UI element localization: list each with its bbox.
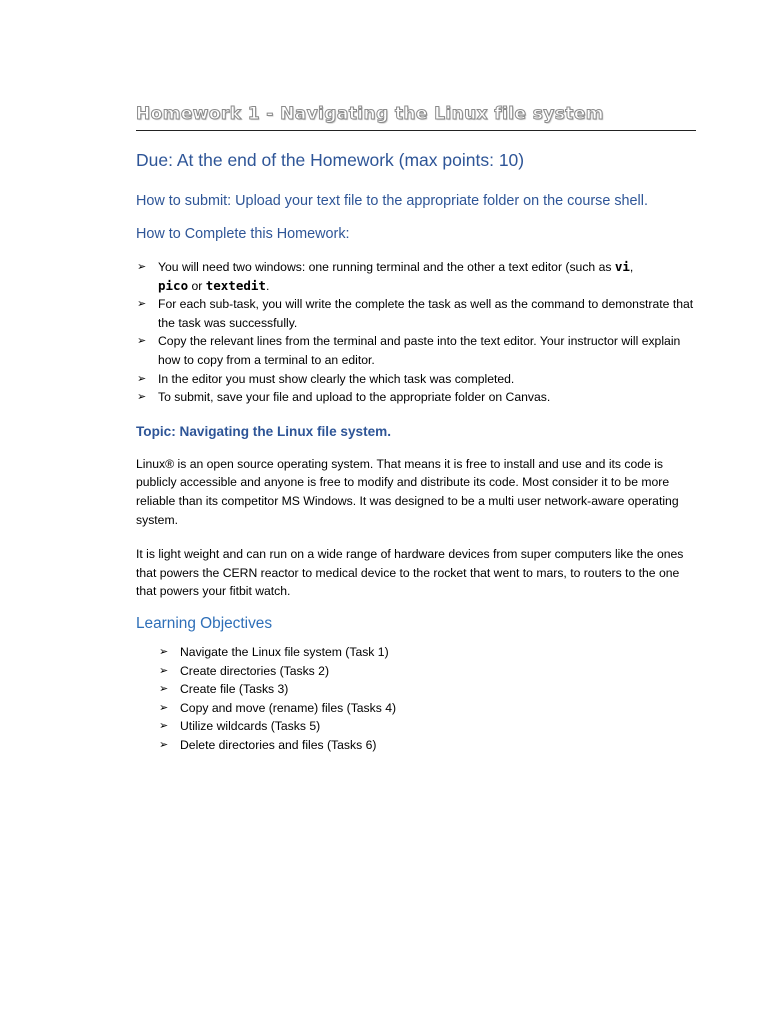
arrowhead-bullet-icon: ➢ [137, 261, 147, 273]
submit-heading: How to submit: Upload your text file to the appropriate folder on the course shell. [136, 193, 648, 209]
objective-text: Copy and move (rename) files (Tasks 4) [180, 700, 397, 715]
topic-heading: Topic: Navigating the Linux file system. [136, 423, 392, 439]
objective-text: Delete directories and files (Tasks 6) [180, 737, 377, 752]
complete-heading: How to Complete this Homework: [136, 226, 350, 242]
instructions-list [136, 258, 696, 407]
objective-text: Create directories (Tasks 2) [180, 663, 330, 678]
arrowhead-bullet-icon: ➢ [137, 298, 147, 311]
document-content [136, 100, 696, 754]
objective-text: Utilize wildcards (Tasks 5) [180, 719, 321, 734]
instruction-text: You will need two windows: one running terminal and the other a text editor (such as [158, 260, 615, 274]
objective-item [158, 680, 696, 699]
document-title: Homework 1 - Navigating the Linux file system [136, 100, 696, 131]
instruction-text: In the editor you must show clearly the which task was completed. [158, 371, 515, 386]
instruction-item [136, 370, 696, 389]
objective-item [158, 662, 696, 681]
instruction-text: To submit, save your file and upload to the appropriate folder on Canvas. [158, 390, 551, 405]
instruction-text: . [265, 278, 270, 293]
objective-item [158, 643, 696, 662]
instruction-item [136, 332, 696, 369]
arrowhead-bullet-icon: ➢ [159, 701, 169, 714]
objective-text: Navigate the Linux file system (Task 1) [180, 644, 389, 659]
hardware-paragraph: It is light weight and can run on a wide range of hardware devices from super computers like the ones that powers the CERN reactor to medical device to the rocket that went to mars, to routers to the one that powers your fitbit watch. [136, 547, 684, 599]
objective-text: Create file (Tasks 3) [180, 682, 289, 697]
objectives-list [136, 643, 696, 755]
objectives-heading: Learning Objectives [136, 614, 273, 632]
objective-item [158, 699, 696, 718]
instruction-text: or [188, 278, 206, 293]
instruction-text: Copy the relevant lines from the terminal and paste into the text editor. Your instructor will explain how to copy from a terminal to an editor. [158, 334, 681, 367]
arrowhead-bullet-icon: ➢ [159, 720, 169, 733]
objective-item [158, 736, 696, 755]
intro-paragraph: Linux® is an open source operating system. That means it is free to install and use and its code is publicly accessible and anyone is free to modify and distribute its code. Most consider it to be more reliable than its competitor MS Windows. It was designed to be a multi user network-aware operating system. [136, 456, 679, 527]
arrowhead-bullet-icon: ➢ [137, 372, 147, 385]
code-pico: pico [158, 277, 189, 293]
arrowhead-bullet-icon: ➢ [159, 664, 169, 677]
code-textedit: textedit [205, 277, 266, 293]
instruction-item [136, 295, 696, 332]
instruction-text: , [629, 260, 634, 274]
arrowhead-bullet-icon: ➢ [137, 391, 147, 404]
due-heading: Due: At the end of the Homework (max points: 10) [136, 150, 525, 170]
objective-item [158, 717, 696, 736]
instruction-item [136, 388, 696, 407]
instruction-text: For each sub-task, you will write the complete the task as well as the command to demonstrate that the task was successfully. [158, 297, 694, 330]
code-vi: vi [614, 259, 630, 274]
arrowhead-bullet-icon: ➢ [159, 645, 169, 658]
arrowhead-bullet-icon: ➢ [159, 683, 169, 696]
arrowhead-bullet-icon: ➢ [159, 738, 169, 751]
instruction-item [136, 258, 696, 295]
arrowhead-bullet-icon: ➢ [137, 335, 147, 348]
